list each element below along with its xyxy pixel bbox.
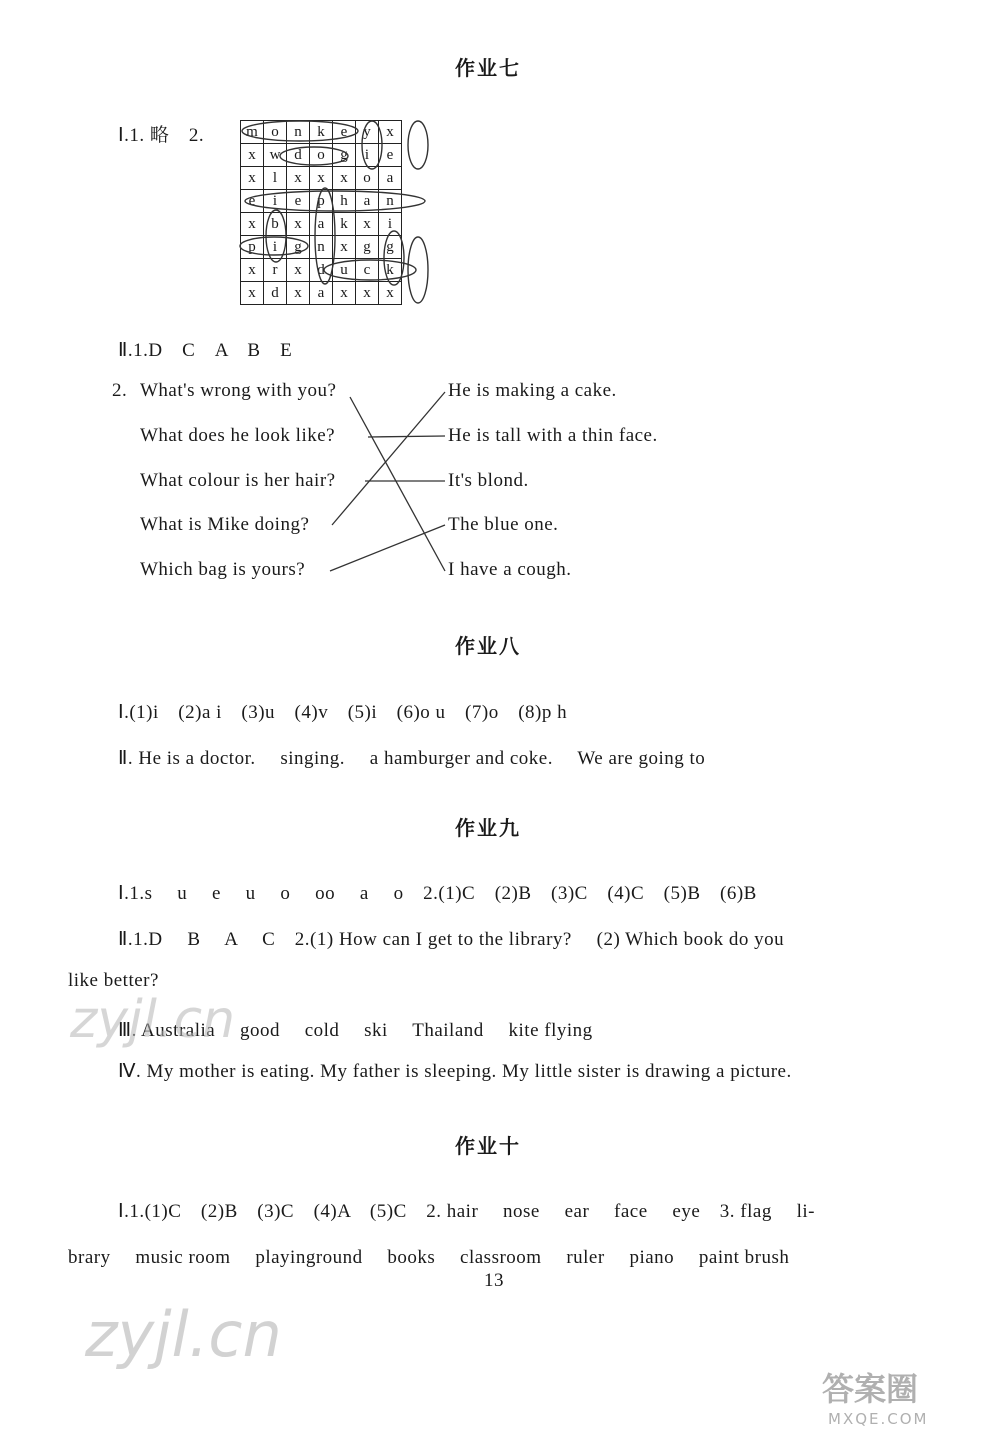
grid-cell: i [379, 213, 402, 236]
site-logo-text: 答案圈 [822, 1370, 919, 1408]
grid-cell: k [310, 121, 333, 144]
grid-cell: g [287, 236, 310, 259]
grid-cell: k [379, 259, 402, 282]
grid-row [241, 167, 402, 190]
part1-line-10a: Ⅰ.1.(1)C (2)B (3)C (4)A (5)C 2. hair nose ear face eye 3. flag li- [118, 1201, 815, 1222]
site-logo [822, 1364, 918, 1410]
grid-row [241, 282, 402, 305]
right-answer-4: The blue one. [448, 514, 559, 535]
grid-row [241, 259, 402, 282]
grid-cell: d [310, 259, 333, 282]
grid-cell: i [264, 236, 287, 259]
left-question-1: What's wrong with you? [140, 380, 337, 401]
grid-cell: e [333, 121, 356, 144]
grid-cell: x [241, 213, 264, 236]
left-question-3: What colour is her hair? [140, 470, 336, 491]
grid-row [241, 213, 402, 236]
grid-cell: d [287, 144, 310, 167]
grid-cell: r [264, 259, 287, 282]
right-answer-1: He is making a cake. [448, 380, 617, 401]
section-title-9: 作业九 [455, 816, 521, 840]
grid-cell: i [264, 190, 287, 213]
section-title-8: 作业八 [455, 634, 521, 658]
grid-cell: n [379, 190, 402, 213]
grid-cell: l [264, 167, 287, 190]
left-question-5: Which bag is yours? [140, 559, 306, 580]
grid-cell: x [310, 167, 333, 190]
part2-line-8: Ⅱ. He is a doctor. singing. a hamburger and coke. We are going to [118, 748, 706, 769]
watermark-2: zyjl.cn [85, 1298, 282, 1371]
grid-cell: o [310, 144, 333, 167]
grid-cell: e [241, 190, 264, 213]
grid-cell: x [241, 144, 264, 167]
grid-cell: m [241, 121, 264, 144]
part1-label-7: Ⅰ.1. 略 2. [118, 125, 205, 146]
grid-cell: g [356, 236, 379, 259]
grid-cell: e [379, 144, 402, 167]
part2-line-9a: Ⅱ.1.D B A C 2.(1) How can I get to the library? (2) Which book do you [118, 929, 785, 950]
grid-cell: i [356, 144, 379, 167]
page-number: 13 [484, 1270, 504, 1291]
grid-cell: o [264, 121, 287, 144]
grid-cell: x [356, 213, 379, 236]
grid-cell: d [264, 282, 287, 305]
grid-cell: a [310, 282, 333, 305]
section-title-7: 作业七 [455, 56, 521, 80]
word-search-grid [240, 120, 402, 305]
right-answer-5: I have a cough. [448, 559, 572, 580]
part1-line-10b: brary music room playinground books classroom ruler piano paint brush [68, 1247, 790, 1268]
grid-cell: g [333, 144, 356, 167]
grid-cell: x [287, 167, 310, 190]
left-question-4: What is Mike doing? [140, 514, 310, 535]
grid-cell: x [379, 121, 402, 144]
grid-row [241, 121, 402, 144]
grid-cell: y [356, 121, 379, 144]
grid-cell: a [356, 190, 379, 213]
part3-line-9: Ⅲ. Australia good cold ski Thailand kite flying [118, 1020, 593, 1041]
grid-cell: x [356, 282, 379, 305]
grid-row [241, 190, 402, 213]
grid-cell: w [264, 144, 287, 167]
part1-line-9: Ⅰ.1.s u e u o oo a o 2.(1)C (2)B (3)C (4)C (5)B (6)B [118, 883, 757, 904]
part4-line-9: Ⅳ. My mother is eating. My father is sleeping. My little sister is drawing a picture. [118, 1061, 792, 1082]
grid-cell: x [241, 282, 264, 305]
part1-line-8: Ⅰ.(1)i (2)a i (3)u (4)v (5)i (6)o u (7)o (8)p h [118, 702, 568, 723]
watermark-1: zyjl.cn [70, 990, 236, 1050]
grid-cell: h [333, 190, 356, 213]
grid-cell: n [310, 236, 333, 259]
grid-cell: n [287, 121, 310, 144]
grid-cell: b [264, 213, 287, 236]
part2-line-7: Ⅱ.1.D C A B E [118, 340, 293, 361]
grid-cell: u [333, 259, 356, 282]
grid-cell: a [310, 213, 333, 236]
grid-cell: p [310, 190, 333, 213]
grid-cell: c [356, 259, 379, 282]
grid-row [241, 236, 402, 259]
grid-cell: x [287, 282, 310, 305]
grid-cell: g [379, 236, 402, 259]
grid-cell: o [356, 167, 379, 190]
site-logo-sub: MXQE.COM [828, 1410, 929, 1428]
grid-cell: x [287, 259, 310, 282]
q2-number: 2. [112, 380, 128, 401]
grid-cell: x [333, 236, 356, 259]
grid-cell: x [333, 167, 356, 190]
part2-line-9b: like better? [68, 970, 159, 991]
grid-cell: p [241, 236, 264, 259]
right-answer-2: He is tall with a thin face. [448, 425, 658, 446]
right-answer-3: It's blond. [448, 470, 529, 491]
section-title-10: 作业十 [455, 1134, 521, 1158]
grid-cell: x [333, 282, 356, 305]
grid-cell: x [379, 282, 402, 305]
grid-cell: k [333, 213, 356, 236]
grid-cell: e [287, 190, 310, 213]
grid-row [241, 144, 402, 167]
grid-cell: x [241, 259, 264, 282]
grid-cell: x [241, 167, 264, 190]
left-question-2: What does he look like? [140, 425, 336, 446]
grid-cell: a [379, 167, 402, 190]
grid-cell: x [287, 213, 310, 236]
